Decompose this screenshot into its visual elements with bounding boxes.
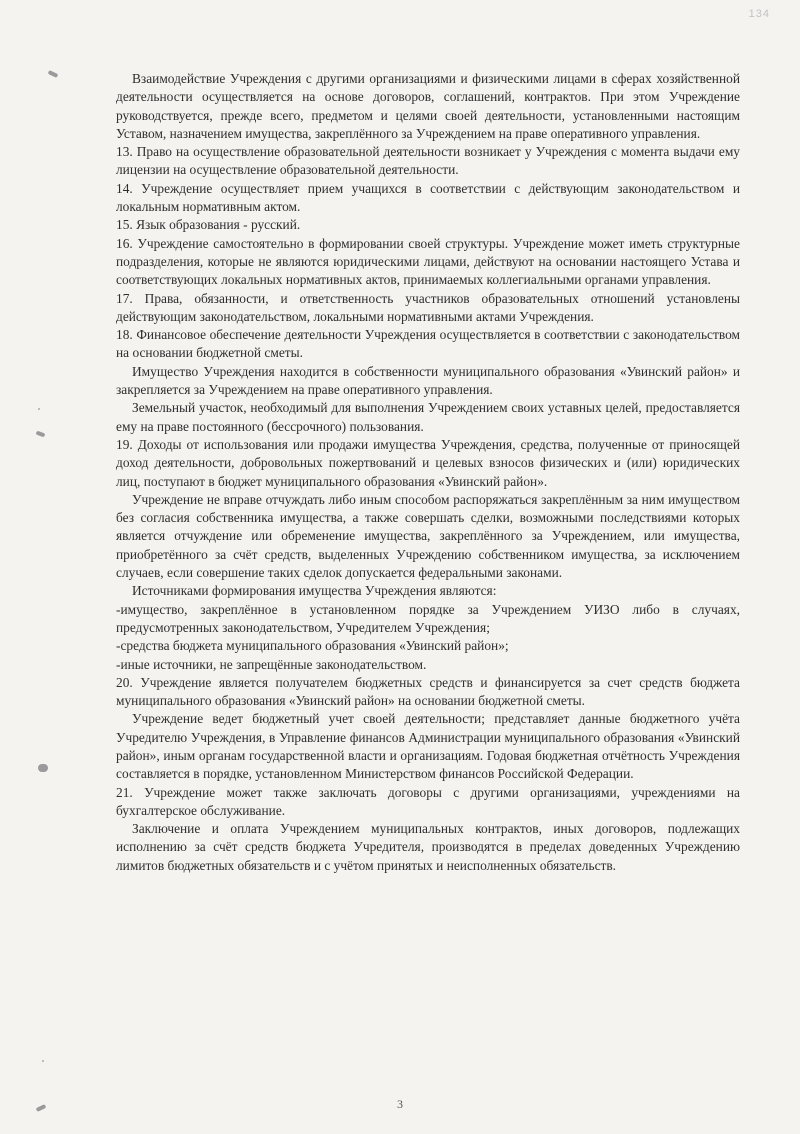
paragraph: 18. Финансовое обеспечение деятельности Учреждения осуществляется в соответствии с законодательством на основании бюджетной сметы. [116, 327, 740, 361]
page-number: 3 [397, 1097, 403, 1111]
paragraph: -имущество, закреплённое в установленном порядке за Учреждением УИЗО либо в случаях, предусмотренных законодательством, Учредителем Учреждения; [116, 601, 740, 635]
paragraph: Заключение и оплата Учреждением муниципальных контрактов, иных договоров, подлежащих исполнению за счёт средств бюджета Учредителя, производятся в пределах доведенных Учреждению лимитов бюджетных обязательств и с учётом принятых и неисполненных обязательств. [116, 821, 740, 873]
paragraph: 21. Учреждение может также заключать договоры с другими организациями, учреждениями на бухгалтерское обслуживание. [116, 784, 740, 818]
paragraph: 20. Учреждение является получателем бюджетных средств и финансируется за счет средств бюджета муниципального образования «Увинский район» на основании бюджетной сметы. [116, 674, 740, 709]
paragraph: -средства бюджета муниципального образования «Увинский район»; [116, 638, 509, 654]
paragraph: Взаимодействие Учреждения с другими организациями и физическими лицами в сферах хозяйственной деятельности осуществляется на основе договоров, соглашений, контрактов. При этом Учреждение руководствуется, прежде всего, предметом и целями своей деятельности, установленными настоящим Уставом, назначением имущества, закреплённого за Учреждением на праве оперативного управления. [116, 71, 740, 141]
binding-mark [48, 70, 59, 78]
paragraph: Учреждение ведет бюджетный учет своей деятельности; представляет данные бюджетного учёта Учредителю Учреждения, в Управление финансов Администрации муниципального образования «Увинский район», иным органам государственной власти и организациям. Годовая бюджетная отчётность Учреждения составляется в порядке, установленном Министерством финансов Российской Федерации. [116, 711, 740, 782]
paragraph: 16. Учреждение самостоятельно в формировании своей структуры. Учреждение может иметь структурные подразделения, которые не являются юридическими лицами, действуют на основании настоящего Устава и соответствующих локальных нормативных актов, принимаемых коллегиальными органами управления. [116, 235, 740, 288]
paragraph: -иные источники, не запрещённые законодательством. [116, 656, 427, 672]
paragraph: 15. Язык образования - русский. [116, 217, 301, 233]
paragraph: Учреждение не вправе отчуждать либо иным способом распоряжаться закреплённым за ним имуществом без согласия собственника имущества, а также совершать сделки, возможными последствиями которых является отчуждение или обременение имущества, закреплённого за Учреждением, или имущества, приобретённого за счёт средств, выделенных Учреждению собственником имущества, за исключением случаев, если совершение таких сделок допускается федеральными законами. [116, 491, 740, 581]
paragraph: 13. Право на осуществление образовательной деятельности возникает у Учреждения с момента выдачи ему лицензии на осуществление образовательной деятельности. [116, 144, 740, 178]
document-body [116, 70, 740, 875]
paragraph: Имущество Учреждения находится в собственности муниципального образования «Увинский район» и закрепляется за Учреждением на праве оперативного управления. [116, 363, 740, 398]
paragraph: Источниками формирования имущества Учреждения являются: [132, 583, 497, 599]
scan-speck [38, 408, 40, 410]
paragraph: 17. Права, обязанности, и ответственность участников образовательных отношений установлены действующим законодательством, локальными нормативными актами Учреждения. [116, 290, 740, 324]
archive-page-mark: 134 [748, 8, 770, 20]
binding-mark [38, 764, 48, 772]
binding-mark [36, 431, 46, 438]
paragraph: 14. Учреждение осуществляет прием учащихся в соответствии с действующим законодательством и локальным нормативным актом. [116, 180, 740, 215]
paragraph: Земельный участок, необходимый для выполнения Учреждением своих уставных целей, предоставляется ему на праве постоянного (бессрочного) пользования. [116, 400, 740, 434]
scan-speck [42, 1060, 44, 1062]
paragraph: 19. Доходы от использования или продажи имущества Учреждения, средства, полученные от приносящей доход деятельности, добровольных пожертвований и целевых взносов физических и (или) юридических лиц, поступают в бюджет муниципального образования «Увинский район». [116, 436, 740, 489]
